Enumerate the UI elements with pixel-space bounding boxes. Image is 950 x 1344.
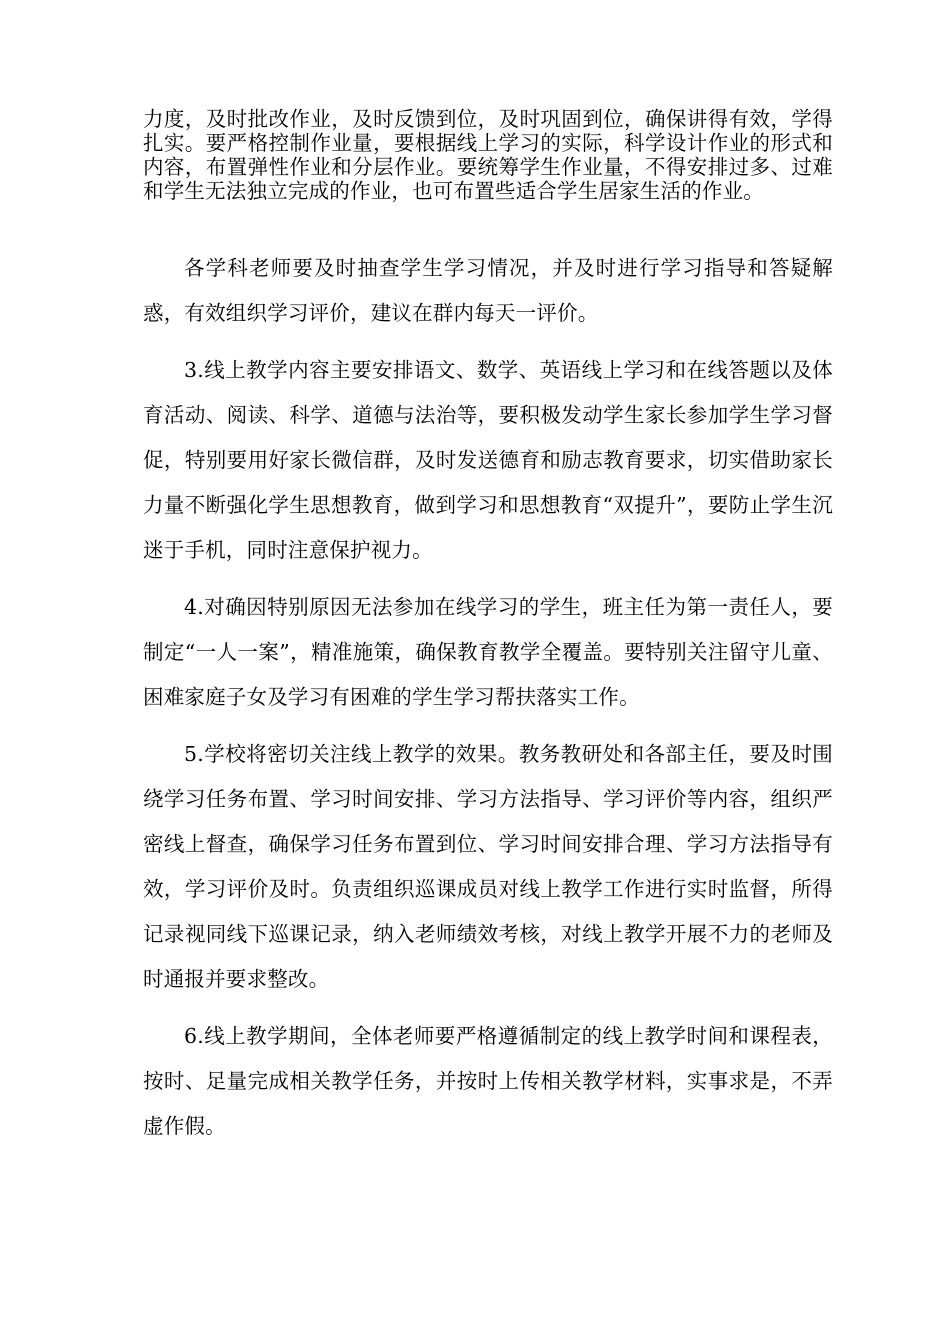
paragraph-item-3: 3.线上教学内容主要安排语文、数学、英语线上学习和在线答题以及体育活动、阅读、科学、道德与法治等，要积极发动学生家长参加学生学习督促，特别要用好家长微信群，及时发送德育和励志教育要求，切实借助家长力量不断强化学生思想教育，做到学习和思想教育“双提升”，要防止学生沉迷于手机，同时注意保护视力。 — [143, 358, 833, 562]
paragraph-item-5: 5.学校将密切关注线上教学的效果。教务教研处和各部主任，要及时围绕学习任务布置、学习时间安排、学习方法指导、学习评价等内容，组织严密线上督查，确保学习任务布置到位、学习时间安排合理、学习方法指导有效，学习评价及时。负责组织巡课成员对线上教学工作进行实时监督，所得记录视同线下巡课记录，纳入老师绩效考核，对线上教学开展不力的老师及时通报并要求整改。 — [143, 742, 833, 991]
continued-paragraph: 力度，及时批改作业，及时反馈到位，及时巩固到位，确保讲得有效，学得扎实。要严格控制作业量，要根据线上学习的实际，科学设计作业的形式和内容，布置弹性作业和分层作业。要统筹学生作业量，不得安排过多、过难和学生无法独立完成的作业，也可布置些适合学生居家生活的作业。 — [143, 107, 833, 203]
paragraph-item-4: 4.对确因特别原因无法参加在线学习的学生，班主任为第一责任人，要制定“一人一案”，精准施策，确保教育教学全覆盖。要特别关注留守儿童、困难家庭子女及学习有困难的学生学习帮扶落实工作。 — [143, 595, 833, 709]
paragraph-teacher-checks: 各学科老师要及时抽查学生学习情况，并及时进行学习指导和答疑解惑，有效组织学习评价，建议在群内每天一评价。 — [143, 256, 833, 325]
document-body — [143, 246, 833, 1161]
paragraph-item-6: 6.线上教学期间，全体老师要严格遵循制定的线上教学时间和课程表，按时、足量完成相关教学任务，并按时上传相关教学材料，实事求是，不弄虚作假。 — [143, 1024, 833, 1138]
